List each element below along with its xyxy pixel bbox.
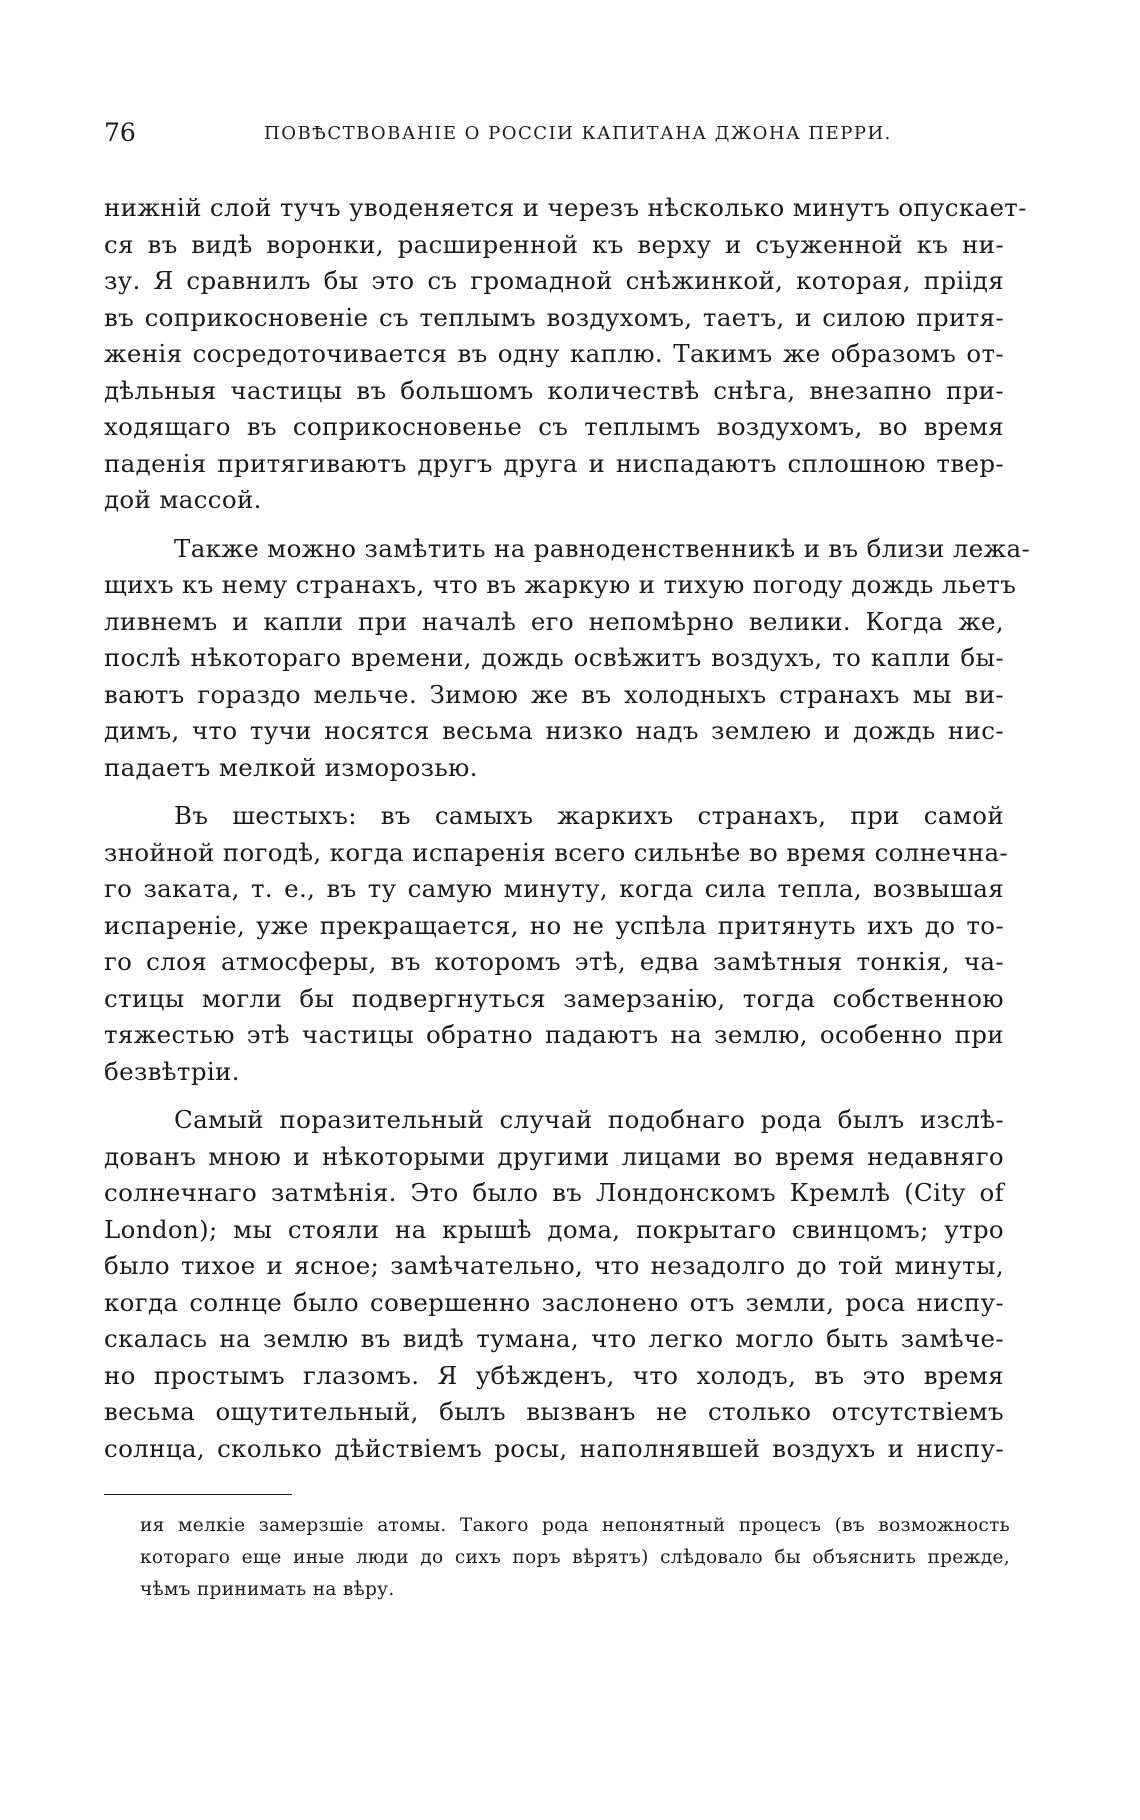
- text-line: но простымъ глазомъ. Я убѣжденъ, что холодъ, въ это время: [104, 1360, 1004, 1390]
- text-line: женія сосредоточивается въ одну каплю. Такимъ же образомъ от-: [104, 339, 1004, 368]
- text-line: тяжестью этѣ частицы обратно падаютъ на землю, особенно при: [104, 1020, 1004, 1049]
- footnote-line: котораго еще иные люди до сихъ поръ вѣрятъ) слѣдовало бы объяснить прежде,: [140, 1547, 1010, 1568]
- footnote: [140, 1510, 1010, 1606]
- text-line: весьма ощутительный, былъ вызванъ не столько отсутствіемъ: [104, 1397, 1004, 1426]
- text-line: го слоя атмосферы, въ которомъ этѣ, едва замѣтныя тонкія, ча-: [104, 947, 1004, 976]
- text-line: когда солнце было совершенно заслонено отъ земли, роса ниспу-: [104, 1287, 1004, 1317]
- text-line: солнца, сколько дѣйствіемъ росы, наполнявшей воздухъ и ниспу-: [104, 1433, 1004, 1463]
- paragraph-2: [104, 531, 1031, 787]
- text-line: ваютъ гораздо мельче. Зимою же въ холодныхъ странахъ мы ви-: [104, 679, 1004, 709]
- text-line: знойной погодѣ, когда испаренія всего сильнѣе во время солнечна-: [104, 837, 1009, 867]
- running-title: ПОВѢСТВОВАНІЕ О РОССІИ КАПИТАНА ДЖОНА ПЕРРИ.: [264, 123, 892, 144]
- text-line: испареніе, уже прекращается, но не успѣла притянуть ихъ до то-: [104, 910, 1004, 940]
- paragraph-1: [104, 190, 1027, 519]
- text-line: безвѣтріи.: [104, 1056, 240, 1086]
- footnote-line: чѣмъ принимать на вѣру.: [140, 1579, 395, 1600]
- text-line: Также можно замѣтить на равноденственникѣ и въ близи лежа-: [174, 533, 1031, 563]
- text-line: послѣ нѣкотораго времени, дождь освѣжитъ воздухъ, то капли бы-: [104, 643, 1004, 672]
- text-line: падаетъ мелкой изморозью.: [104, 752, 478, 782]
- text-line: солнечнаго затмѣнія. Это было въ Лондонскомъ Кремлѣ (City of: [104, 1178, 1004, 1207]
- text-line: щихъ къ нему странахъ, что въ жаркую и тихую погоду дождь льетъ: [104, 570, 1017, 599]
- text-line: димъ, что тучи носятся весьма низко надъ землею и дождь нис-: [104, 716, 1004, 745]
- text-line: дой массой.: [104, 485, 262, 514]
- text-line: зу. Я сравнилъ бы это съ громадной снѣжинкой, которая, пріідя: [104, 266, 1004, 295]
- page-header: [104, 118, 1004, 148]
- text-line: го заката, т. е., въ ту самую минуту, когда сила тепла, возвышая: [104, 874, 1004, 903]
- text-line: въ соприкосновеніе съ теплымъ воздухомъ, таетъ, и силою притя-: [104, 302, 1004, 332]
- text-line: было тихое и ясное; замѣчательно, что незадолго до той минуты,: [104, 1251, 1004, 1280]
- text-line: паденія притягиваютъ другъ друга и ниспадаютъ сплошною твер-: [104, 448, 1004, 478]
- text-line: дѣльныя частицы въ большомъ количествѣ снѣга, внезапно при-: [104, 375, 1004, 405]
- paragraph-3: [104, 798, 1009, 1090]
- footnote-divider: [104, 1494, 292, 1495]
- text-line: стицы могли бы подвергнуться замерзанію, тогда собственною: [104, 983, 1004, 1013]
- page-number: 76: [104, 118, 136, 147]
- footnote-line: ия мелкіе замерзшіе атомы. Такого рода непонятный процесъ (въ возможность: [140, 1515, 1010, 1536]
- text-line: Самый поразительный случай подобнаго рода былъ изслѣ-: [174, 1105, 1004, 1134]
- body-text: [104, 190, 1031, 1479]
- text-line: ходящаго въ соприкосновенье съ теплымъ воздухомъ, во время: [104, 412, 1004, 441]
- text-line: дованъ мною и нѣкоторыми другими лицами во время недавняго: [104, 1141, 1004, 1171]
- paragraph-4: [104, 1102, 1004, 1467]
- text-line: Въ шестыхъ: въ самыхъ жаркихъ странахъ, при самой: [174, 801, 1004, 830]
- text-line: London); мы стояли на крышѣ дома, покрытаго свинцомъ; утро: [104, 1214, 1004, 1244]
- text-line: нижній слой тучъ уводеняется и черезъ нѣсколько минутъ опускает-: [104, 193, 1027, 222]
- text-line: ся въ видѣ воронки, расширенной къ верху и съуженной къ ни-: [104, 229, 1004, 259]
- text-line: скалась на землю въ видѣ тумана, что легко могло быть замѣче-: [104, 1324, 1004, 1353]
- text-line: ливнемъ и капли при началѣ его непомѣрно велики. Когда же,: [104, 606, 1004, 636]
